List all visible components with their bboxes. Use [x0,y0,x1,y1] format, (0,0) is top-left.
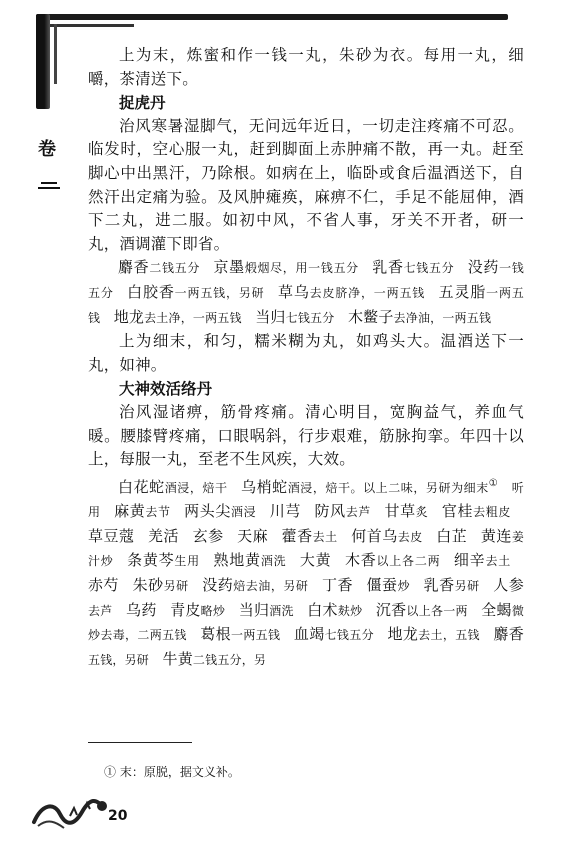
ingredient-note: 以上各二两 [376,554,441,569]
recipe-title-huoluo-dan: 大神效活络丹 [119,379,213,399]
ingredient-note: 五钱，另研 [88,652,150,667]
ingredient-name: 官桂 [441,502,474,521]
ingredient-item [193,527,224,545]
ingredient-note: 去土，五钱 [418,628,480,643]
ingredient-name: 草乌 [277,282,310,301]
ingredient-name: 细辛 [453,551,486,570]
recipe-title-zhuohu-dan: 捉虎丹 [119,93,166,113]
ingredient-note: 七钱五分 [403,261,455,276]
ingredient-name: 没药 [467,258,500,277]
ingredient-name: 甘草 [384,502,416,521]
ingredient-name: 木鳖子 [347,307,394,326]
ingredient-note: 炒 [397,579,411,594]
ingredient-item [202,576,308,594]
ingredient-name: 五灵脂 [438,282,487,301]
ingredient-name: 血竭 [293,625,325,644]
ingredient-item [387,625,479,643]
ingredient-item [384,502,428,520]
decorative-frame-top [36,14,508,20]
ingredient-item [300,551,332,569]
ingredient-item [307,601,362,619]
paragraph-huoluo-indications: 治风湿诸痹，筋骨疼痛。清心明目，宽胸益气，养血气暖。腰膝臂疼痛，口眼㖞斜，行步艰难，筋脉拘挛。年四十以上，每服一丸，至老不生风疾，大效。 [88,402,524,469]
ingredient-note: 去土 [312,529,338,544]
page-body [88,44,524,672]
ingredient-item [255,308,334,326]
ingredient-note: 姜汁炒 [88,529,525,569]
ingredient-name: 乳香 [372,258,404,277]
ingredient-item [148,527,179,545]
ingredient-item [88,527,135,545]
ingredient-note: 七钱五分 [324,628,374,643]
ingredient-item [163,650,267,668]
footnote-divider [88,742,192,743]
ingredient-note: 一两五钱，另研 [174,285,265,300]
ingredient-name: 玄参 [192,526,224,545]
ingredient-item [88,576,119,594]
ingredient-item [454,551,511,569]
ingredient-list-huoluo [88,472,524,673]
ingredient-name: 白胶香 [127,282,175,301]
ingredient-name: 乌药 [126,600,157,619]
ingredient-item [424,576,480,594]
ingredient-item [213,551,286,569]
ingredient-item [314,502,371,520]
ingredient-note: 以上各一两 [406,603,468,618]
ingredient-item [114,308,242,326]
ingredient-name: 川芎 [269,502,301,521]
ingredient-note: 酒浸，焙干。以上二味，另研为细末 [287,480,489,495]
footnote-text: 末：原脱，据文义补。 [119,765,240,779]
ingredient-item [294,625,374,643]
ingredient-note: 酒浸，焙干 [164,480,228,495]
ingredient-note: 去节 [145,505,171,520]
ingredient-note: 酒洗 [260,554,287,569]
ingredient-name: 藿香 [281,526,313,545]
ingredient-item [118,258,200,276]
ingredient-item [348,308,491,326]
ingredient-item [127,283,264,301]
ingredient-item [213,258,358,276]
ingredient-item [351,527,423,545]
ingredient-item [126,601,157,619]
ingredient-name: 草豆蔻 [88,526,135,545]
ingredient-item [376,601,468,619]
ingredient-name: 麻黄 [114,502,146,521]
decorative-frame-left-inner-line [54,24,57,84]
ingredient-note: 去皮 [397,529,423,544]
ingredient-name: 白芷 [436,526,468,545]
ingredient-note: 生用 [174,554,200,569]
ingredient-item [118,478,228,496]
ingredient-name: 丁香 [321,576,353,595]
ingredient-note: 去芦 [88,603,113,618]
ingredient-note: 另研 [163,579,189,594]
ingredient-name: 全蝎 [481,600,512,619]
ingredient-name: 朱砂 [132,576,164,595]
ingredient-name: 熟地黄 [213,551,261,570]
ingredient-item [237,527,268,545]
ingredient-item [372,258,454,276]
ingredient-list-zhuohu [88,256,524,330]
volume-number-two [38,182,60,188]
ingredient-item [282,527,338,545]
ingredient-note: 去土净，一两五钱 [144,310,242,325]
ingredient-name: 僵蚕 [366,576,398,595]
ingredient-note: 炙 [415,505,429,520]
ingredient-note: 二钱五分，另 [192,652,267,667]
ingredient-name: 没药 [202,576,234,595]
ingredient-note: 去芦 [345,505,371,520]
ingredient-name: 当归 [238,600,270,619]
ingredient-name: 木香 [344,551,377,570]
ingredient-name: 乳香 [423,576,455,595]
ingredient-note: 七钱五分 [285,310,335,325]
ingredient-item [241,478,498,496]
ingredient-item [127,551,200,569]
ingredient-name: 当归 [255,307,286,326]
ingredient-name: 沉香 [375,600,407,619]
paragraph-zhuohu-preparation: 上为细末，和匀，糯米糊为丸，如鸡头大。温酒送下一丸，如神。 [88,332,524,374]
ingredient-note: 去粗皮 [473,505,511,520]
ingredient-note: 一两五钱 [88,285,525,325]
ingredient-note: 听用 [88,480,524,520]
ingredient-note: 酒浸 [230,505,257,520]
ingredient-note: 微炒去毒，二两五钱 [88,603,525,643]
ingredient-item [114,502,171,520]
ingredient-item [345,551,440,569]
ingredient-note: 煅烟尽，用一钱五分 [244,261,359,276]
ingredient-note: 去皮脐净，一两五钱 [309,285,426,300]
ingredient-name: 何首乌 [351,526,398,545]
ingredient-note: 麸炒 [337,603,363,618]
ingredient-note: 去净油，一两五钱 [393,310,492,325]
ingredient-name: 防风 [314,502,346,521]
ingredient-note: 略炒 [200,603,226,618]
decorative-frame-inner-line [44,24,134,27]
ingredient-name: 人参 [493,576,524,595]
ingredient-name: 青皮 [170,600,201,619]
ingredient-item [184,502,256,520]
ingredient-name: 白术 [307,600,338,619]
ingredient-note: 二钱五分 [149,261,200,276]
ingredient-name: 地龙 [113,307,145,326]
ingredient-note: 去土 [485,554,511,569]
ingredient-name: 牛黄 [162,649,193,668]
ingredient-item [436,527,467,545]
ingredient-note: 酒洗 [269,603,294,618]
ingredient-name: 麝香 [493,625,524,644]
ingredient-item [270,502,301,520]
ingredient-item [442,502,511,520]
page-number: 20 [108,808,128,824]
ingredient-note: 一钱五分 [88,261,524,300]
ingredient-name: 羌活 [148,526,180,545]
footnote [104,763,240,780]
ingredient-note: 一两五钱 [230,628,281,643]
footnote-reference: ① [488,477,499,489]
ingredient-name: 乌梢蛇 [241,477,288,496]
ingredient-item [170,601,225,619]
ingredient-item [278,283,425,301]
ingredient-name: 葛根 [200,625,231,644]
ingredient-name: 两头尖 [184,502,231,521]
ingredient-item [200,625,280,643]
ingredient-name: 京墨 [213,258,245,277]
paragraph-preceding-recipe-end: 上为末，炼蜜和作一钱一丸，朱砂为衣。每用一丸，细嚼，茶清送下。 [88,46,524,88]
paragraph-zhuohu-indications: 治风寒暑湿脚气，无问远年近日，一切走注疼痛不可忍。临发时，空心服一丸，赶到脚面上赤肿痛不散，再一丸。赶至脚心中出黑汗，乃除根。如病在上，临卧或食后温酒送下，自然汗出定痛为验。及风肿瘫痪，麻痹不仁，手足不能屈伸，酒下二丸，进二服。如初中风，不省人事，牙关不开者，研一丸，酒调灌下即省。 [88,116,524,253]
ingredient-item [239,601,294,619]
ingredient-name: 地龙 [387,625,419,644]
ingredient-item [367,576,411,594]
dragon-ornament-icon [30,792,120,832]
ingredient-name: 赤芍 [88,576,120,595]
ingredient-name: 麝香 [118,258,150,277]
ingredient-name: 白花蛇 [118,477,165,496]
ingredient-item [322,576,353,594]
ingredient-item [133,576,189,594]
volume-marker: 卷 [38,139,56,160]
ingredient-note: 另研 [454,579,480,594]
ingredient-name: 黄连 [480,526,512,545]
ingredient-name: 条黄芩 [127,551,175,570]
ingredient-name: 天麻 [237,526,269,545]
ingredient-note: 焙去油，另研 [233,579,309,594]
footnote-marker: ① [104,765,117,779]
ingredient-name: 大黄 [299,551,332,570]
decorative-frame-left [36,14,50,109]
